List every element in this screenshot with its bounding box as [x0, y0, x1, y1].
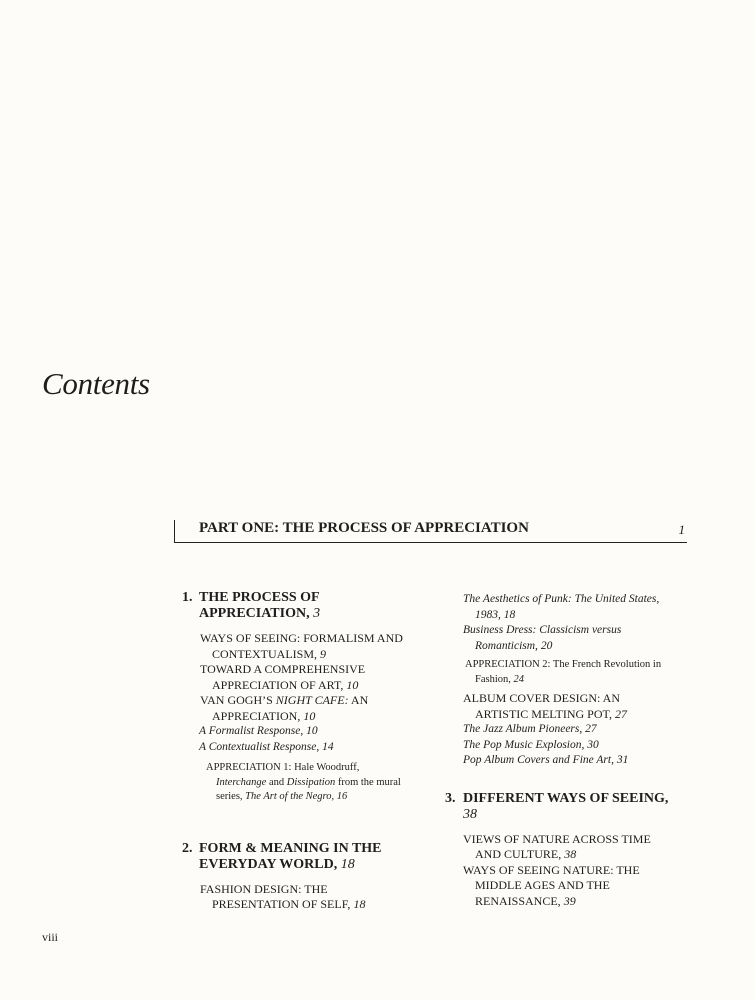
toc-entry-ways-of-seeing [182, 631, 412, 662]
chapter-2-number: 2. [182, 840, 193, 856]
subentry-text: A Formalist Response, [199, 725, 304, 737]
toc-entry-album-cover [445, 691, 675, 722]
toc-entry-views-of-nature [445, 832, 675, 863]
toc-entry-fashion-design [182, 882, 412, 913]
contents-heading: Contents [42, 366, 150, 401]
entry-text: FASHION DESIGN: THE PRESENTATION OF SELF, [200, 881, 351, 911]
entry-text: AN APPRECIATION, [212, 693, 369, 723]
entry-page: 9 [320, 646, 326, 661]
chapter-3-number: 3. [445, 790, 456, 806]
toc-appreciation-1 [182, 761, 412, 805]
subentry-page: 14 [322, 740, 334, 753]
toc-subentry-jazz [445, 722, 675, 738]
entry-page: 10 [346, 677, 359, 692]
entry-text: WAYS OF SEEING: FORMALISM AND CONTEXTUALISM, [200, 631, 403, 661]
subentry-page: 18 [503, 608, 516, 621]
appreciation-page: 16 [336, 791, 348, 802]
chapter-1-number: 1. [182, 590, 193, 605]
toc-entry-comprehensive-appreciation [182, 662, 412, 693]
appreciation-text: APPRECIATION 2: The French Revolution in Fashion, [465, 659, 662, 685]
toc-appreciation-2 [445, 658, 675, 687]
subentry-page: 27 [585, 723, 597, 735]
appreciation-page: 24 [513, 673, 525, 685]
subentry-text: Pop Album Covers and Fine Art, [463, 754, 614, 766]
appreciation-italic: The Art of the Negro, [245, 791, 335, 802]
part-one-page: 1 [678, 522, 685, 537]
page-number: viii [42, 930, 59, 944]
chapter-1-title-text: THE PROCESS OF APPRECIATION, [199, 590, 320, 621]
subentry-page: 20 [540, 639, 553, 652]
chapter-3-title-text: DIFFERENT WAYS OF SEEING, [463, 790, 669, 806]
toc-left-column [182, 590, 412, 913]
toc-subentry-contextualist [182, 740, 412, 756]
entry-page: 10 [303, 708, 316, 723]
entry-page: 27 [614, 706, 627, 721]
entry-page: 39 [563, 893, 576, 908]
appreciation-text: and [268, 776, 285, 788]
entry-text: WAYS OF SEEING NATURE: THE MIDDLE AGES AND THE RENAISSANCE, [463, 862, 640, 908]
part-one-title: PART ONE: THE PROCESS OF APPRECIATION [199, 520, 529, 536]
subentry-page: 31 [616, 754, 629, 766]
toc-subentry-pop-album [445, 753, 675, 769]
chapter-3 [445, 791, 675, 823]
appreciation-text: from the mural series, [216, 776, 401, 802]
appreciation-italic: Dissipation [286, 776, 336, 788]
chapter-1 [182, 590, 412, 622]
entry-page: 38 [564, 847, 577, 861]
appreciation-italic: Interchange [216, 776, 267, 788]
toc-entry-night-cafe [182, 693, 412, 724]
toc-right-column [445, 592, 675, 909]
toc-subentry-formalist [182, 724, 412, 740]
entry-text: TOWARD A COMPREHENSIVE APPRECIATION OF ART, [200, 662, 366, 692]
toc-subentry-punk [445, 592, 675, 623]
subentry-text: The Pop Music Explosion, [463, 738, 585, 751]
subentry-page: 10 [306, 725, 318, 737]
entry-text: VAN GOGH’S [200, 693, 273, 707]
chapter-2 [182, 841, 412, 873]
entry-italic-title: NIGHT CAFE: [275, 693, 349, 707]
subentry-page: 30 [587, 738, 599, 751]
entry-text: VIEWS OF NATURE ACROSS TIME AND CULTURE, [463, 831, 651, 861]
toc-subentry-business-dress [445, 623, 675, 654]
part-one-header [174, 520, 687, 543]
entry-text: ALBUM COVER DESIGN: AN ARTISTIC MELTING POT, [463, 691, 621, 721]
subentry-text: Business Dress: Classicism versus Romanticism, [463, 624, 622, 652]
appreciation-text: APPRECIATION 1: Hale Woodruff, [206, 762, 360, 773]
chapter-3-page: 38 [463, 806, 477, 822]
chapter-2-page: 18 [340, 856, 355, 872]
entry-page: 18 [353, 897, 366, 911]
toc-subentry-pop-music [445, 738, 675, 754]
chapter-1-title [182, 590, 412, 622]
toc-entry-middle-ages [445, 863, 675, 910]
chapter-1-page: 3 [313, 606, 321, 621]
chapter-2-title-text: FORM & MEANING IN THE EVERYDAY WORLD, [199, 840, 382, 872]
subentry-text: A Contextualist Response, [199, 740, 320, 753]
chapter-2-title [182, 841, 412, 873]
chapter-3-title [445, 791, 675, 823]
subentry-text: The Aesthetics of Punk: The United States, 1983, [463, 593, 660, 621]
subentry-text: The Jazz Album Pioneers, [463, 723, 583, 735]
